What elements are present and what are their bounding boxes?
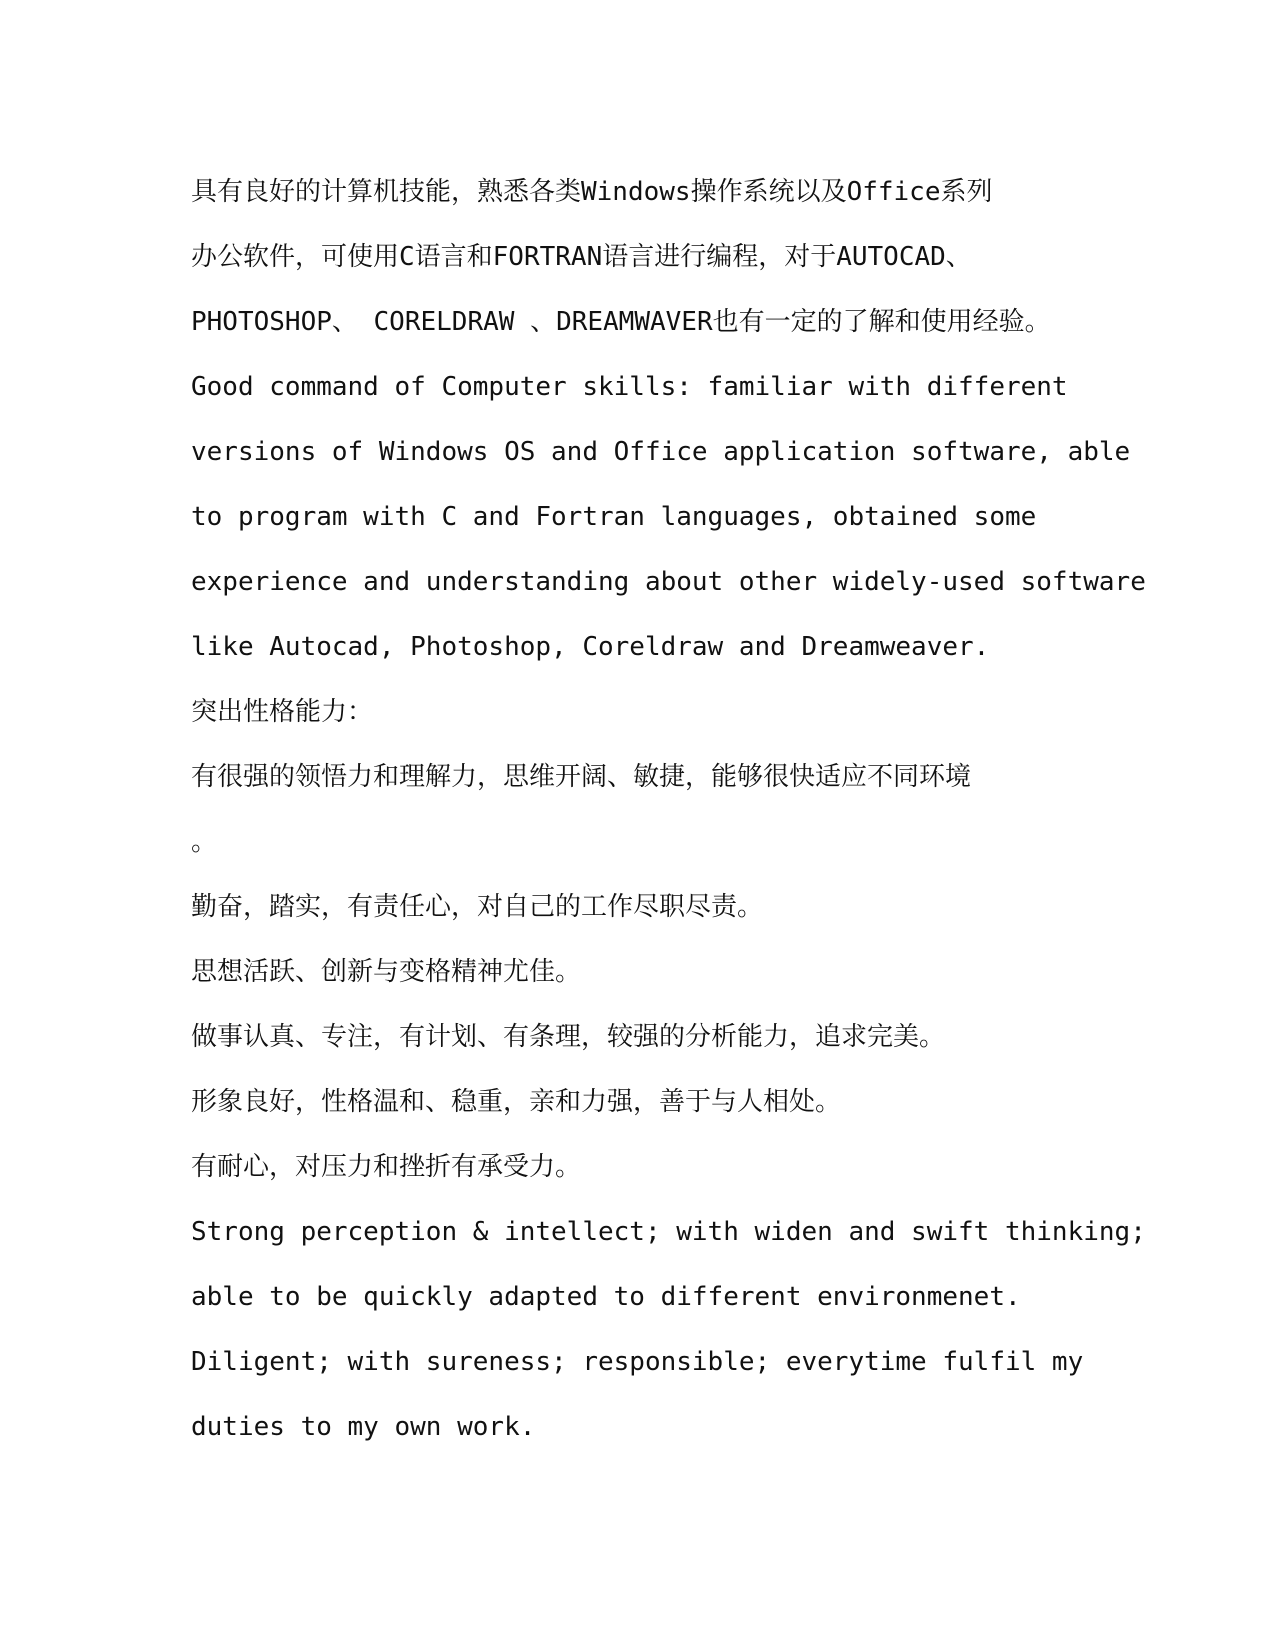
text-line: experience and understanding about other widely-used software [191, 567, 1146, 597]
document-body [191, 160, 1146, 1460]
text-line: 勤奋，踏实，有责任心，对自己的工作尽职尽责。 [191, 892, 764, 922]
text-line: 有很强的领悟力和理解力，思维开阔、敏捷，能够很快适应不同环境 [191, 762, 972, 792]
text-line: 形象良好，性格温和、稳重，亲和力强，善于与人相处。 [191, 1087, 842, 1117]
text-line: able to be quickly adapted to different environmenet. [191, 1282, 1021, 1312]
text-line: 有耐心，对压力和挫折有承受力。 [191, 1152, 582, 1182]
text-line: to program with C and Fortran languages, obtained some [191, 502, 1037, 532]
section-heading: 突出性格能力： [191, 697, 374, 727]
text-line: PHOTOSHOP、 CORELDRAW 、DREAMWAVER也有一定的了解和使用经验。 [191, 307, 1051, 337]
text-line: Diligent; with sureness; responsible; everytime fulfil my [191, 1347, 1084, 1377]
text-line: like Autocad, Photoshop, Coreldraw and Dreamweaver. [191, 632, 990, 662]
text-line: 思想活跃、创新与变格精神尤佳。 [191, 957, 582, 987]
text-line: 办公软件，可使用C语言和FORTRAN语言进行编程，对于AUTOCAD、 [191, 242, 972, 272]
text-line: versions of Windows OS and Office application software, able [191, 437, 1131, 467]
text-line: Good command of Computer skills: familiar with different [191, 372, 1068, 402]
text-line: 做事认真、专注，有计划、有条理，较强的分析能力，追求完美。 [191, 1022, 946, 1052]
text-line: 。 [191, 827, 218, 857]
text-line: duties to my own work. [191, 1412, 536, 1442]
text-line: Strong perception & intellect; with widen and swift thinking; [191, 1217, 1146, 1247]
text-line: 具有良好的计算机技能，熟悉各类Windows操作系统以及Office系列 [191, 177, 993, 207]
